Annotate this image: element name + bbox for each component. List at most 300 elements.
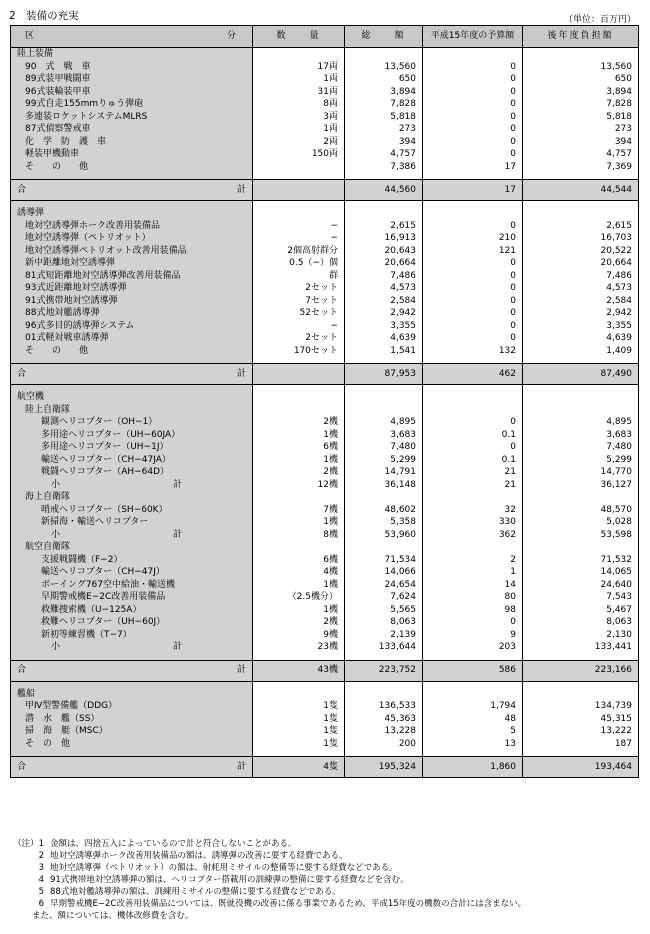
item-future: 4,639 [523, 332, 639, 345]
table-row [11, 516, 639, 529]
empty-cell [253, 688, 345, 701]
item-total: 45,363 [345, 713, 423, 726]
note-mark: 3 [38, 863, 44, 873]
sum-budget: 17 [423, 180, 523, 201]
table-row [11, 73, 639, 86]
item-future: 7,486 [523, 270, 639, 283]
item-name: 多用途ヘリコプター（UH−60JA） [11, 429, 253, 442]
item-total: 48,602 [345, 504, 423, 517]
note-item [10, 850, 526, 862]
item-quantity: 7機 [253, 504, 345, 517]
note-item [10, 862, 526, 874]
item-future: 16,703 [523, 232, 639, 245]
section-heading-row [11, 207, 639, 220]
item-budget: 0.1 [423, 454, 523, 467]
table-row [11, 554, 639, 567]
table-row [11, 713, 639, 726]
item-name: そ の 他 [11, 345, 253, 358]
item-future: 7,543 [523, 591, 639, 604]
table-row [11, 591, 639, 604]
total-row [11, 180, 639, 201]
item-budget: 14 [423, 579, 523, 592]
sum-total: 195,324 [345, 757, 423, 778]
item-quantity: 0.5（−）個 [253, 257, 345, 270]
item-budget: 21 [423, 466, 523, 479]
table-row [11, 616, 639, 629]
sum-total: 44,560 [345, 180, 423, 201]
section-heading: 海上自衛隊 [11, 491, 253, 504]
empty-cell [423, 491, 523, 504]
table-row [11, 161, 639, 174]
item-name: 軽装甲機動車 [11, 148, 253, 161]
item-quantity: 52セット [253, 307, 345, 320]
item-quantity: 1機 [253, 516, 345, 529]
sum-total: 53,960 [345, 529, 423, 542]
item-budget: 0 [423, 282, 523, 295]
subtotal-row [11, 529, 639, 542]
item-future: 5,028 [523, 516, 639, 529]
table-row [11, 98, 639, 111]
empty-cell [345, 48, 423, 61]
item-quantity: 1機 [253, 579, 345, 592]
sum-total: 87,953 [345, 364, 423, 385]
label-right: 計 [172, 642, 182, 652]
item-total: 8,063 [345, 616, 423, 629]
item-budget: 0 [423, 332, 523, 345]
item-future: 5,818 [523, 111, 639, 124]
item-future: 7,480 [523, 441, 639, 454]
item-total: 5,565 [345, 604, 423, 617]
label-right: 計 [172, 529, 182, 540]
item-future: 13,222 [523, 725, 639, 738]
item-quantity: 1隻 [253, 725, 345, 738]
item-name: 化 学 防 護 車 [11, 136, 253, 149]
table-row [11, 579, 639, 592]
item-future: 187 [523, 738, 639, 751]
table-row [11, 416, 639, 429]
item-budget: 0 [423, 86, 523, 99]
section-heading: 航空機 [11, 391, 253, 404]
total-row-label [11, 180, 253, 201]
item-quantity: 2機 [253, 466, 345, 479]
note-text: 地対空誘導弾ホーク改善用装備品の額は、誘導弾の改善に要する経費である。 [50, 851, 348, 861]
item-total: 16,913 [345, 232, 423, 245]
item-quantity: 1隻 [253, 713, 345, 726]
sum-future: 133,441 [523, 641, 639, 654]
table-row [11, 629, 639, 642]
item-budget: 0 [423, 270, 523, 283]
table-row [11, 441, 639, 454]
item-name: 多用途ヘリコプター（UH−1J） [11, 441, 253, 454]
item-name: 89式装甲戦闘車 [11, 73, 253, 86]
item-quantity: − [253, 232, 345, 245]
item-quantity: 2機 [253, 616, 345, 629]
item-quantity: 150両 [253, 148, 345, 161]
label-left: 合 [17, 368, 27, 379]
item-quantity: 4機 [253, 566, 345, 579]
item-budget: 121 [423, 245, 523, 258]
total-row-label [11, 364, 253, 385]
item-quantity [253, 161, 345, 174]
item-budget: 330 [423, 516, 523, 529]
item-total: 200 [345, 738, 423, 751]
item-future: 2,942 [523, 307, 639, 320]
item-name: 多連装ロケットシステムMLRS [11, 111, 253, 124]
item-total: 3,894 [345, 86, 423, 99]
subtotal-row [11, 641, 639, 654]
note-text: 88式地対艦誘導弾の額は、訓練用ミサイルの整備に要する経費などである。 [50, 887, 341, 897]
item-future: 14,770 [523, 466, 639, 479]
label-left: 合 [17, 665, 27, 676]
item-quantity: 群 [253, 270, 345, 283]
section-heading-row [11, 541, 639, 554]
sum-budget: 203 [423, 641, 523, 654]
empty-cell [345, 207, 423, 220]
item-future: 3,894 [523, 86, 639, 99]
item-future: 273 [523, 123, 639, 136]
item-name: 早期警戒機E−2C改善用装備品 [11, 591, 253, 604]
item-quantity: 1両 [253, 123, 345, 136]
item-total: 5,818 [345, 111, 423, 124]
table-row [11, 282, 639, 295]
header-total: 総 額 [345, 26, 423, 48]
section-heading-row [11, 404, 639, 417]
item-quantity: − [253, 220, 345, 233]
empty-cell [523, 391, 639, 404]
item-quantity: 1機 [253, 429, 345, 442]
item-budget: 13 [423, 738, 523, 751]
sum-budget: 462 [423, 364, 523, 385]
item-total: 3,355 [345, 320, 423, 333]
note-item [10, 838, 526, 850]
item-total: 4,895 [345, 416, 423, 429]
item-total: 2,139 [345, 629, 423, 642]
item-budget: 0 [423, 295, 523, 308]
table-row [11, 220, 639, 233]
item-name: 掃 海 艇（MSC） [11, 725, 253, 738]
section-heading: 誘導弾 [11, 207, 253, 220]
item-total: 14,066 [345, 566, 423, 579]
item-budget: 32 [423, 504, 523, 517]
item-future: 8,063 [523, 616, 639, 629]
item-total: 2,584 [345, 295, 423, 308]
note-text: 地対空誘導弾（ペトリオット）の額は、射耗用ミサイルの整備等に要する経費などである。 [50, 863, 398, 873]
item-name: 96式装輪装甲車 [11, 86, 253, 99]
total-row [11, 364, 639, 385]
item-name: ボーイング767空中給油・輸送機 [11, 579, 253, 592]
item-quantity: 1機 [253, 604, 345, 617]
note-text: 91式携帯地対空誘導弾の額は、ヘリコプター搭載用の訓練弾の整備に要する経費などを含む。 [50, 875, 409, 885]
item-total: 2,615 [345, 220, 423, 233]
empty-cell [253, 391, 345, 404]
label-left: 合 [17, 761, 27, 772]
empty-cell [423, 541, 523, 554]
item-budget: 17 [423, 161, 523, 174]
section-heading-row [11, 491, 639, 504]
item-budget: 9 [423, 629, 523, 642]
table-body [11, 48, 639, 778]
sum-future: 53,598 [523, 529, 639, 542]
item-future: 5,467 [523, 604, 639, 617]
item-total: 13,560 [345, 61, 423, 74]
item-total: 2,942 [345, 307, 423, 320]
item-future: 650 [523, 73, 639, 86]
empty-cell [423, 207, 523, 220]
item-future: 24,640 [523, 579, 639, 592]
item-budget: 1,794 [423, 700, 523, 713]
header-category: 区 分 [11, 26, 253, 48]
unit-label: （単位：百万円） [563, 15, 636, 25]
item-quantity: 2個高射群分 [253, 245, 345, 258]
item-future: 20,664 [523, 257, 639, 270]
label-left: 合 [17, 184, 27, 195]
item-quantity: 2機 [253, 416, 345, 429]
item-name: 新初等練習機（T−7） [11, 629, 253, 642]
item-budget: 48 [423, 713, 523, 726]
item-budget: 0 [423, 123, 523, 136]
subtotal-row-label [11, 479, 253, 492]
header-budget: 平成15年度の予算額 [423, 26, 523, 48]
note-item [10, 886, 526, 898]
total-row [11, 660, 639, 681]
item-total: 394 [345, 136, 423, 149]
item-name: 91式携帯地対空誘導弾 [11, 295, 253, 308]
item-future: 48,570 [523, 504, 639, 517]
item-total: 1,541 [345, 345, 423, 358]
table-row [11, 232, 639, 245]
header-quantity: 数 量 [253, 26, 345, 48]
table-row [11, 454, 639, 467]
item-quantity: 3両 [253, 111, 345, 124]
item-name: 観測ヘリコプター（OH−1） [11, 416, 253, 429]
item-total: 7,828 [345, 98, 423, 111]
empty-cell [423, 404, 523, 417]
item-budget: 2 [423, 554, 523, 567]
item-total: 7,480 [345, 441, 423, 454]
sum-total: 36,148 [345, 479, 423, 492]
empty-cell [523, 491, 639, 504]
table-row [11, 466, 639, 479]
item-budget: 0 [423, 61, 523, 74]
item-future: 4,573 [523, 282, 639, 295]
item-total: 7,624 [345, 591, 423, 604]
empty-cell [523, 48, 639, 61]
sum-future: 223,166 [523, 660, 639, 681]
item-total: 4,757 [345, 148, 423, 161]
sum-budget: 362 [423, 529, 523, 542]
item-name: 87式偵察警戒車 [11, 123, 253, 136]
item-budget: 0 [423, 148, 523, 161]
empty-cell [523, 404, 639, 417]
item-name: 81式短距離地対空誘導弾改善用装備品 [11, 270, 253, 283]
empty-cell [523, 688, 639, 701]
sum-total: 223,752 [345, 660, 423, 681]
item-total: 273 [345, 123, 423, 136]
sum-budget: 1,860 [423, 757, 523, 778]
item-future: 20,522 [523, 245, 639, 258]
item-total: 650 [345, 73, 423, 86]
item-future: 4,757 [523, 148, 639, 161]
table-row [11, 61, 639, 74]
note-continuation: また、額については、機体改修費を含む。 [32, 911, 194, 921]
item-future: 3,683 [523, 429, 639, 442]
item-future: 5,299 [523, 454, 639, 467]
item-future: 2,615 [523, 220, 639, 233]
item-quantity: 1隻 [253, 738, 345, 751]
section-heading-row [11, 48, 639, 61]
item-quantity: − [253, 320, 345, 333]
item-budget: 0 [423, 320, 523, 333]
item-budget: 98 [423, 604, 523, 617]
section-heading: 艦船 [11, 688, 253, 701]
table-row [11, 295, 639, 308]
section-heading: 陸上自衛隊 [11, 404, 253, 417]
table-row [11, 429, 639, 442]
page-title: 2 装備の充実 [9, 10, 79, 22]
item-name: 潜 水 艦（SS） [11, 713, 253, 726]
item-name: 01式軽対戦車誘導弾 [11, 332, 253, 345]
sum-quantity: 43機 [253, 660, 345, 681]
item-total: 24,654 [345, 579, 423, 592]
table-row [11, 700, 639, 713]
item-name: 90 式 戦 車 [11, 61, 253, 74]
equipment-table [10, 25, 639, 778]
item-name: そ の 他 [11, 161, 253, 174]
item-quantity: （2.5機分） [253, 591, 345, 604]
item-budget: 80 [423, 591, 523, 604]
section-heading: 航空自衛隊 [11, 541, 253, 554]
item-budget: 0.1 [423, 429, 523, 442]
sum-quantity: 4隻 [253, 757, 345, 778]
item-total: 7,486 [345, 270, 423, 283]
item-total: 20,664 [345, 257, 423, 270]
section-heading: 陸上装備 [11, 48, 253, 61]
sum-future: 87,490 [523, 364, 639, 385]
item-total: 13,228 [345, 725, 423, 738]
item-quantity: 1隻 [253, 700, 345, 713]
item-future: 1,409 [523, 345, 639, 358]
section-heading-row [11, 688, 639, 701]
item-total: 20,643 [345, 245, 423, 258]
table-row [11, 320, 639, 333]
empty-cell [523, 207, 639, 220]
sum-future: 44,544 [523, 180, 639, 201]
note-mark: 4 [38, 875, 44, 885]
table-row [11, 86, 639, 99]
item-name: 甲Ⅳ型警備艦（DDG） [11, 700, 253, 713]
sum-budget: 586 [423, 660, 523, 681]
empty-cell [253, 491, 345, 504]
note-mark: 2 [38, 851, 44, 861]
item-future: 2,130 [523, 629, 639, 642]
note-mark: 6 [38, 899, 44, 909]
table-header-row [11, 26, 639, 48]
sum-quantity: 12機 [253, 479, 345, 492]
item-quantity: 8両 [253, 98, 345, 111]
item-budget: 0 [423, 307, 523, 320]
section-heading-row [11, 391, 639, 404]
item-name: そ の 他 [11, 738, 253, 751]
item-name: 地対空誘導弾ホーク改善用装備品 [11, 220, 253, 233]
label-right: 計 [236, 761, 246, 772]
item-future: 45,315 [523, 713, 639, 726]
table-row [11, 136, 639, 149]
empty-cell [345, 688, 423, 701]
sum-total: 133,644 [345, 641, 423, 654]
item-budget: 0 [423, 616, 523, 629]
subtotal-row [11, 479, 639, 492]
item-future: 2,584 [523, 295, 639, 308]
label-right: 計 [236, 368, 246, 379]
item-total: 3,683 [345, 429, 423, 442]
item-quantity: 2セット [253, 332, 345, 345]
item-budget: 210 [423, 232, 523, 245]
item-quantity: 170セット [253, 345, 345, 358]
item-total: 136,533 [345, 700, 423, 713]
label-left: 小 [51, 479, 61, 490]
item-name: 輸送ヘリコプター（CH−47J） [11, 566, 253, 579]
item-budget: 1 [423, 566, 523, 579]
table-row [11, 345, 639, 358]
table-row [11, 148, 639, 161]
item-name: 88式地対艦誘導弾 [11, 307, 253, 320]
item-name: 地対空誘導弾（ペトリオット） [11, 232, 253, 245]
item-total: 7,386 [345, 161, 423, 174]
label-left: 小 [51, 529, 61, 540]
table-row [11, 725, 639, 738]
item-budget: 0 [423, 98, 523, 111]
item-future: 14,065 [523, 566, 639, 579]
item-name: 戦闘ヘリコプター（AH−64D） [11, 466, 253, 479]
item-total: 4,573 [345, 282, 423, 295]
empty-cell [345, 391, 423, 404]
empty-cell [345, 491, 423, 504]
item-future: 134,739 [523, 700, 639, 713]
table-row [11, 257, 639, 270]
sum-quantity [253, 364, 345, 385]
table-row [11, 504, 639, 517]
item-name: 支援戦闘機（F−2） [11, 554, 253, 567]
item-name: 地対空誘導弾ペトリオット改善用装備品 [11, 245, 253, 258]
item-quantity: 2両 [253, 136, 345, 149]
item-name: 新中距離地対空誘導弾 [11, 257, 253, 270]
item-quantity: 6機 [253, 554, 345, 567]
sum-budget: 21 [423, 479, 523, 492]
note-item [10, 898, 526, 910]
item-future: 7,828 [523, 98, 639, 111]
total-row-label [11, 660, 253, 681]
item-future: 4,895 [523, 416, 639, 429]
table-row [11, 123, 639, 136]
item-budget: 5 [423, 725, 523, 738]
item-future: 3,355 [523, 320, 639, 333]
item-quantity: 31両 [253, 86, 345, 99]
label-right: 計 [172, 479, 182, 490]
table-row [11, 738, 639, 751]
item-quantity: 6機 [253, 441, 345, 454]
item-budget: 0 [423, 136, 523, 149]
item-future: 394 [523, 136, 639, 149]
note-mark: 5 [38, 887, 44, 897]
item-quantity: 17両 [253, 61, 345, 74]
label-right: 計 [236, 184, 246, 195]
item-quantity: 1両 [253, 73, 345, 86]
item-total: 5,358 [345, 516, 423, 529]
item-budget: 0 [423, 111, 523, 124]
table-row [11, 245, 639, 258]
item-quantity: 7セット [253, 295, 345, 308]
sum-quantity: 23機 [253, 641, 345, 654]
